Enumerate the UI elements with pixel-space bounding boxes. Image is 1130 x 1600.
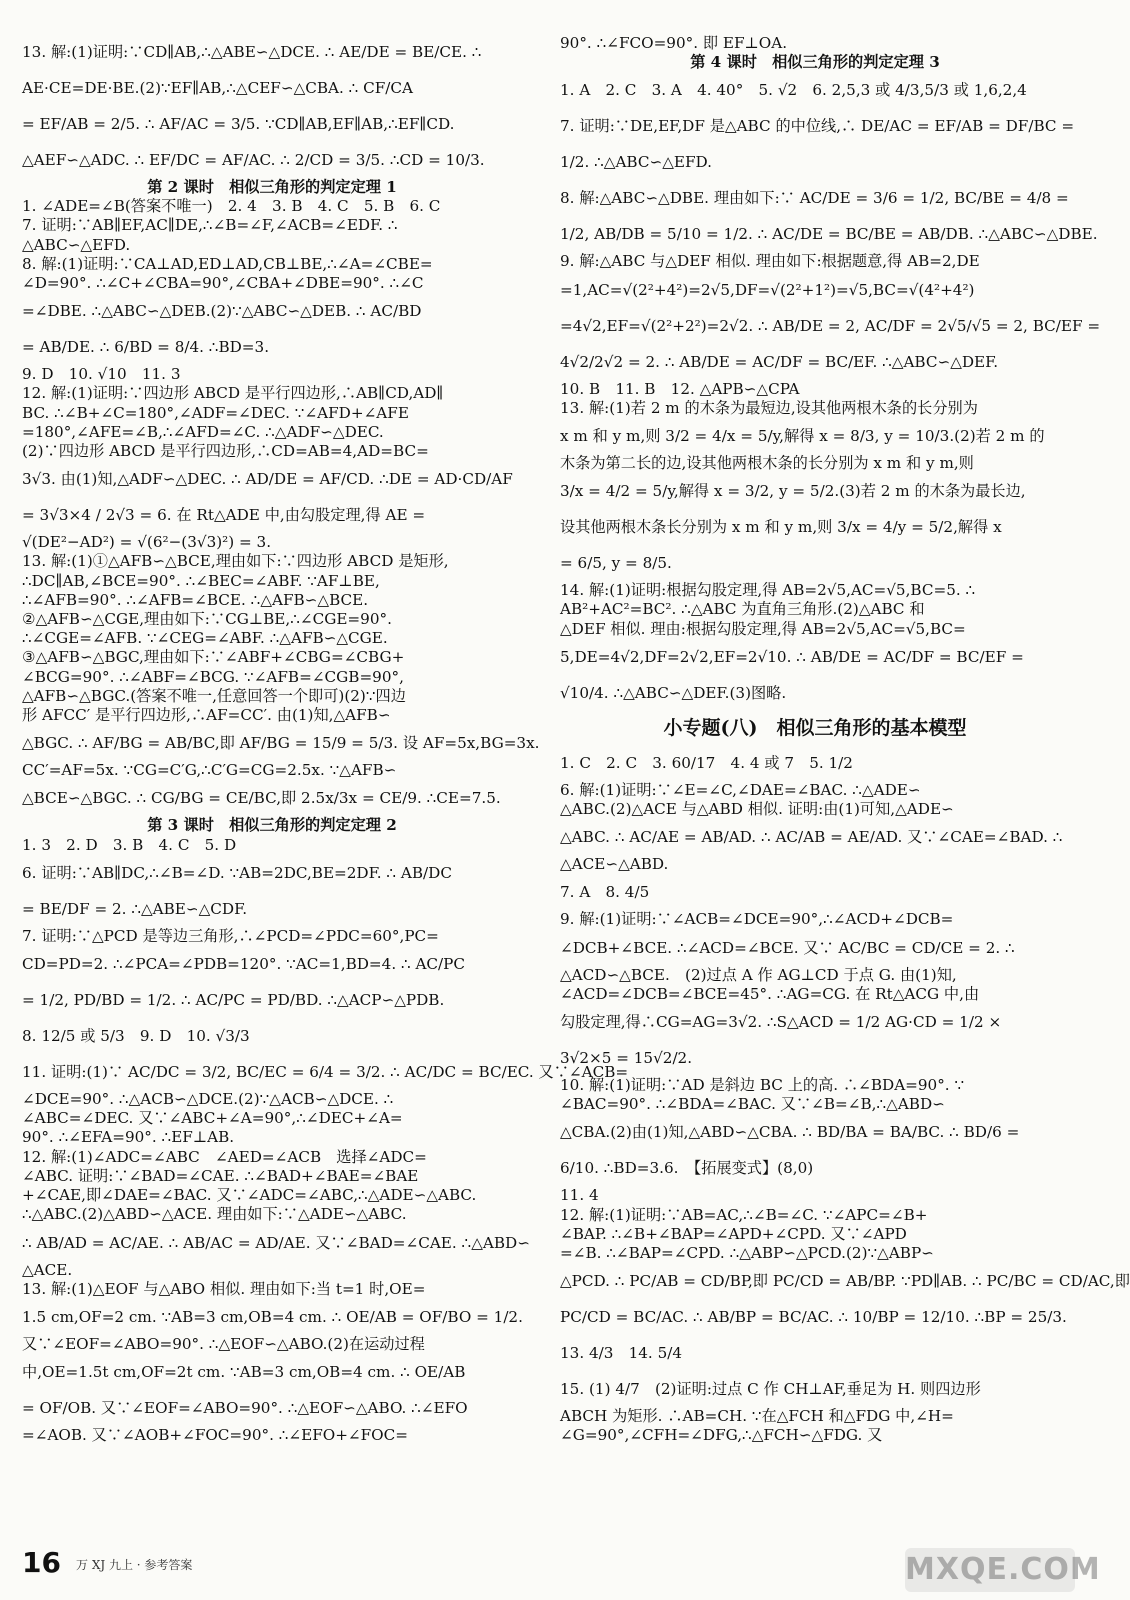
text-line: 6. 解:(1)证明:∵∠E=∠C,∠DAE=∠BAC. ∴△ADE∽ [560,780,921,799]
text-line: 6/10. ∴BD=3.6. 【拓展变式】(8,0) [560,1159,814,1178]
text-line: CD=PD=2. ∴∠PCA=∠PDB=120°. ∵AC=1,BD=4. ∴ AC/PC [22,955,466,974]
text-line: 9. 解:(1)证明:∵∠ACB=∠DCE=90°,∴∠ACD+∠DCB= [560,910,954,929]
text-line: 1. C 2. C 3. 60/17 4. 4 或 7 5. 1/2 [560,753,853,772]
text-line: △ABC∽△EFD. [22,235,131,254]
text-line: ③△AFB∽△BGC,理由如下:∵∠ABF+∠CBG=∠CBG+ [22,648,405,667]
text-line: 12. 解:(1)∠ADC=∠ABC ∠AED=∠ACB 选择∠ADC= [22,1147,427,1166]
text-line: = BE/DF = 2. ∴△ABE∽△CDF. [22,899,248,918]
text-line: 90°. ∴∠EFA=90°. ∴EF⊥AB. [22,1128,235,1147]
text-line: ∠BCG=90°. ∴∠ABF=∠BCG. ∵∠AFB=∠CGB=90°, [22,667,404,686]
section-heading: 第 2 课时 相似三角形的判定定理 1 [147,178,397,196]
section-heading: 第 4 课时 相似三角形的判定定理 3 [690,53,940,72]
text-line: △BGC. ∴ AF/BG = AB/BC,即 AF/BG = 15/9 = 5/3. 设 AF=5x,BG=3x. [22,734,540,753]
text-line: 5,DE=4√2,DF=2√2,EF=2√10. ∴ AB/DE = AC/DF = BC/EF = [560,647,1024,666]
text-line: △AFB∽△BGC.(答案不唯一,任意回答一个即可)(2)∵四边 [22,686,406,705]
text-line: 木条为第二长的边,设其他两根木条的长分别为 x m 和 y m,则 [560,454,974,473]
text-line: ∠G=90°,∠CFH=∠DFG,∴△FCH∽△FDG. 又 [560,1426,883,1445]
text-line: =180°,∠AFE=∠B,∴∠AFD=∠C. ∴△ADF∽△DEC. [22,422,384,441]
text-line: = AB/DE. ∴ 6/BD = 8/4. ∴BD=3. [22,338,270,357]
text-line: PC/CD = BC/AC. ∴ AB/BP = BC/AC. ∴ 10/BP = 12/10. ∴BP = 25/3. [560,1308,1067,1327]
text-line: 1. A 2. C 3. A 4. 40° 5. √2 6. 2,5,3 或 4/3,5/3 或 1,6,2,4 [560,81,1027,100]
text-line: 1. 3 2. D 3. B 4. C 5. D [22,835,237,854]
text-line: ∠DCE=90°. ∴△ACB∽△DCE.(2)∵△ACB∽△DCE. ∴ [22,1090,394,1109]
text-line: BC. ∴∠B+∠C=180°,∠ADF=∠DEC. ∵∠AFD+∠AFE [22,403,409,422]
text-line: = 6/5, y = 8/5. [560,554,672,573]
text-line: ∠DCB+∠BCE. ∴∠ACD=∠BCE. 又∵ AC/BC = CD/CE = 2. ∴ [560,938,1015,957]
text-line: 9. D 10. √10 11. 3 [22,365,181,384]
text-line: 11. 证明:(1)∵ AC/DC = 3/2, BC/EC = 6/4 = 3/2. ∴ AC/DC = BC/EC. 又∵∠ACB= [22,1063,629,1082]
text-line: 中,OE=1.5t cm,OF=2t cm. ∵AB=3 cm,OB=4 cm. ∴ OE/AB [22,1363,466,1382]
text-line: 7. 证明:∵AB∥EF,AC∥DE,∴∠B=∠F,∠ACB=∠EDF. ∴ [22,216,398,235]
text-line: ∴ AB/AD = AC/AE. ∴ AB/AC = AD/AE. 又∵∠BAD=∠CAE. ∴△ABD∽ [22,1233,530,1252]
text-line: 13. 解:(1)证明:∵CD∥AB,∴△ABE∽△DCE. ∴ AE/DE = BE/CE. ∴ [22,43,482,61]
text-line: √(DE²−AD²) = √(6²−(3√3)²) = 3. [22,533,272,552]
text-line: =∠AOB. 又∵∠AOB+∠FOC=90°. ∴∠EFO+∠FOC= [22,1426,408,1445]
text-line: =∠DBE. ∴△ABC∽△DEB.(2)∵△ABC∽△DEB. ∴ AC/BD [22,302,422,321]
text-line: △ACE∽△ABD. [560,855,669,874]
text-line: 7. 证明:∵DE,EF,DF 是△ABC 的中位线,∴ DE/AC = EF/AB = DF/BC = [560,117,1075,136]
text-line: ②△AFB∽△CGE,理由如下:∵CG⊥BE,∴∠CGE=90°. [22,610,392,629]
section-heading: 小专题(八) 相似三角形的基本模型 [663,716,967,739]
text-line: =1,AC=√(2²+4²)=2√5,DF=√(2²+1²)=√5,BC=√(4²+4²) [560,280,975,299]
text-line: 7. 证明:∵△PCD 是等边三角形,∴∠PCD=∠PDC=60°,PC= [22,926,439,945]
text-line: 13. 4/3 14. 5/4 [560,1344,683,1363]
text-line: 勾股定理,得∴CG=AG=3√2. ∴S△ACD = 1/2 AG·CD = 1/2 × [560,1013,1002,1032]
text-line: 11. 4 [560,1186,599,1205]
text-line: AB²+AC²=BC². ∴△ABC 为直角三角形.(2)△ABC 和 [560,600,925,619]
text-line: ∠ACD=∠DCB=∠BCE=45°. ∴AG=CG. 在 Rt△ACG 中,由 [560,984,980,1003]
text-line: △ACD∽△BCE. (2)过点 A 作 AG⊥CD 于点 G. 由(1)知, [560,965,957,984]
text-line: +∠CAE,即∠DAE=∠BAC. 又∵∠ADC=∠ABC,∴△ADE∽△ABC. [22,1186,477,1205]
text-line: 6. 证明:∵AB∥DC,∴∠B=∠D. ∵AB=2DC,BE=2DF. ∴ AB/DC [22,863,452,882]
text-line: 90°. ∴∠FCO=90°. 即 EF⊥OA. [560,34,788,52]
text-line: 设其他两根木条长分别为 x m 和 y m,则 3/x = 4/y = 5/2,解得 x [560,518,1002,537]
text-line: 13. 解:(1)①△AFB∽△BCE,理由如下:∵四边形 ABCD 是矩形, [22,552,449,571]
text-line: CC′=AF=5x. ∵CG=C′G,∴C′G=CG=2.5x. ∵△AFB∽ [22,761,397,780]
text-line: ∴△ABC.(2)△ABD∽△ACE. 理由如下:∵△ADE∽△ABC. [22,1205,407,1224]
text-line: 1.5 cm,OF=2 cm. ∵AB=3 cm,OB=4 cm. ∴ OE/AB = OF/BO = 1/2. [22,1307,523,1326]
text-line: 12. 解:(1)证明:∵四边形 ABCD 是平行四边形,∴AB∥CD,AD∥ [22,384,444,403]
text-line: △ABC.(2)△ACE 与△ABD 相似. 证明:由(1)可知,△ADE∽ [560,800,954,819]
text-line: △AEF∽△ADC. ∴ EF/DC = AF/AC. ∴ 2/CD = 3/5. ∴CD = 10/3. [22,151,485,169]
text-line: 1. ∠ADE=∠B(答案不唯一) 2. 4 3. B 4. C 5. B 6. C [22,197,441,216]
text-line: ∠BAC=90°. ∴∠BDA=∠BAC. 又∵∠B=∠B,∴△ABD∽ [560,1095,945,1114]
text-line: = 1/2, PD/BD = 1/2. ∴ AC/PC = PD/BD. ∴△ACP∽△PDB. [22,991,445,1010]
text-line: 形 AFCC′ 是平行四边形,∴AF=CC′. 由(1)知,△AFB∽ [22,706,391,725]
text-line: 1/2. ∴△ABC∽△EFD. [560,153,712,172]
text-line: = 3√3×4 / 2√3 = 6. 在 Rt△ADE 中,由勾股定理,得 AE = [22,506,426,525]
text-line: AE·CE=DE·BE.(2)∵EF∥AB,∴△CEF∽△CBA. ∴ CF/CA [22,79,414,97]
text-line: 1/2, AB/DB = 5/10 = 1/2. ∴ AC/DE = BC/BE = AB/DB. ∴△ABC∽△DBE. [560,225,1098,244]
text-line: △ACE. [22,1260,73,1279]
text-line: ∴∠CGE=∠AFB. ∵∠CEG=∠ABF. ∴△AFB∽△CGE. [22,629,388,648]
text-line: ∴∠AFB=90°. ∴∠AFB=∠BCE. ∴△AFB∽△BCE. [22,590,369,609]
text-line: 15. (1) 4/7 (2)证明:过点 C 作 CH⊥AF,垂足为 H. 则四边形 [560,1380,981,1399]
text-line: √10/4. ∴△ABC∽△DEF.(3)图略. [560,683,787,702]
page-number: 16 [22,1546,61,1579]
text-line: △BCE∽△BGC. ∴ CG/BG = CE/BC,即 2.5x/3x = CE/9. ∴CE=7.5. [22,789,501,808]
text-line: ∠ABC. 证明:∵∠BAD=∠CAE. ∴∠BAD+∠BAE=∠BAE [22,1166,419,1185]
text-line: x m 和 y m,则 3/2 = 4/x = 5/y,解得 x = 8/3, y = 10/3.(2)若 2 m 的 [560,427,1045,446]
text-line: 3/x = 4/2 = 5/y,解得 x = 3/2, y = 5/2.(3)若 2 m 的木条为最长边, [560,482,1026,501]
right-column [560,34,1130,1446]
section-heading: 第 3 课时 相似三角形的判定定理 2 [147,816,397,835]
text-line: △DEF 相似. 理由:根据勾股定理,得 AB=2√5,AC=√5,BC= [560,619,966,638]
text-line: △PCD. ∴ PC/AB = CD/BP,即 PC/CD = AB/BP. ∵PD∥AB. ∴ PC/BC = CD/AC,即 [560,1272,1130,1291]
text-line: △CBA.(2)由(1)知,△ABD∽△CBA. ∴ BD/BA = BA/BC. ∴ BD/6 = [560,1123,1020,1142]
text-line: ∠D=90°. ∴∠C+∠CBA=90°,∠CBA+∠DBE=90°. ∴∠C [22,274,424,293]
text-line: 3√2×5 = 15√2/2. [560,1049,693,1068]
text-line: ABCH 为矩形. ∴AB=CH. ∵在△FCH 和△FDG 中,∠H= [560,1407,954,1426]
text-line: 4√2/2√2 = 2. ∴ AB/DE = AC/DF = BC/EF. ∴△ABC∽△DEF. [560,352,999,371]
text-line: 10. 解:(1)证明:∵AD 是斜边 BC 上的高. ∴∠BDA=90°. ∵ [560,1076,965,1095]
text-line: 8. 12/5 或 5/3 9. D 10. √3/3 [22,1027,250,1046]
text-line: ∠BAP. ∴∠B+∠BAP=∠APD+∠CPD. 又∵∠APD [560,1224,907,1243]
text-line: ∠ABC=∠DEC. 又∵∠ABC+∠A=90°,∴∠DEC+∠A= [22,1109,403,1128]
text-line: (2)∵四边形 ABCD 是平行四边形,∴CD=AB=4,AD=BC= [22,442,429,461]
text-line: 又∵∠EOF=∠ABO=90°. ∴△EOF∽△ABO.(2)在运动过程 [22,1334,425,1353]
text-line: 8. 解:(1)证明:∵CA⊥AD,ED⊥AD,CB⊥BE,∴∠A=∠CBE= [22,254,433,273]
text-line: 8. 解:△ABC∽△DBE. 理由如下:∵ AC/DE = 3/6 = 1/2, BC/BE = 4/8 = [560,189,1069,208]
text-line: 7. A 8. 4/5 [560,883,650,902]
text-line: △ABC. ∴ AC/AE = AB/AD. ∴ AC/AB = AE/AD. 又∵∠CAE=∠BAD. ∴ [560,828,1063,847]
text-line: 14. 解:(1)证明:根据勾股定理,得 AB=2√5,AC=√5,BC=5. ∴ [560,581,976,600]
footer-text: 万 XJ 九上 · 参考答案 [76,1558,193,1572]
text-line: 3√3. 由(1)知,△ADF∽△DEC. ∴ AD/DE = AF/CD. ∴DE = AD·CD/AF [22,470,513,489]
text-line: ∴DC∥AB,∠BCE=90°. ∴∠BEC=∠ABF. ∵AF⊥BE, [22,571,380,590]
text-line: = OF/OB. 又∵∠EOF=∠ABO=90°. ∴△EOF∽△ABO. ∴∠EFO [22,1399,468,1418]
text-line: 9. 解:△ABC 与△DEF 相似. 理由如下:根据题意,得 AB=2,DE [560,252,980,271]
text-line: 10. B 11. B 12. △APB∽△CPA [560,379,800,398]
text-line: = EF/AB = 2/5. ∴ AF/AC = 3/5. ∵CD∥AB,EF∥AB,∴EF∥CD. [22,115,455,133]
watermark-logo: MXQE.COM [905,1548,1075,1592]
text-line: =4√2,EF=√(2²+2²)=2√2. ∴ AB/DE = 2, AC/DF = 2√5/√5 = 2, BC/EF = [560,316,1101,335]
text-line: 13. 解:(1)△EOF 与△ABO 相似. 理由如下:当 t=1 时,OE= [22,1279,426,1298]
text-line: =∠B. ∴∠BAP=∠CPD. ∴△ABP∽△PCD.(2)∵△ABP∽ [560,1244,934,1263]
text-line: 12. 解:(1)证明:∵AB=AC,∴∠B=∠C. ∵∠APC=∠B+ [560,1205,928,1224]
text-line: 13. 解:(1)若 2 m 的木条为最短边,设其他两根木条的长分别为 [560,398,978,417]
